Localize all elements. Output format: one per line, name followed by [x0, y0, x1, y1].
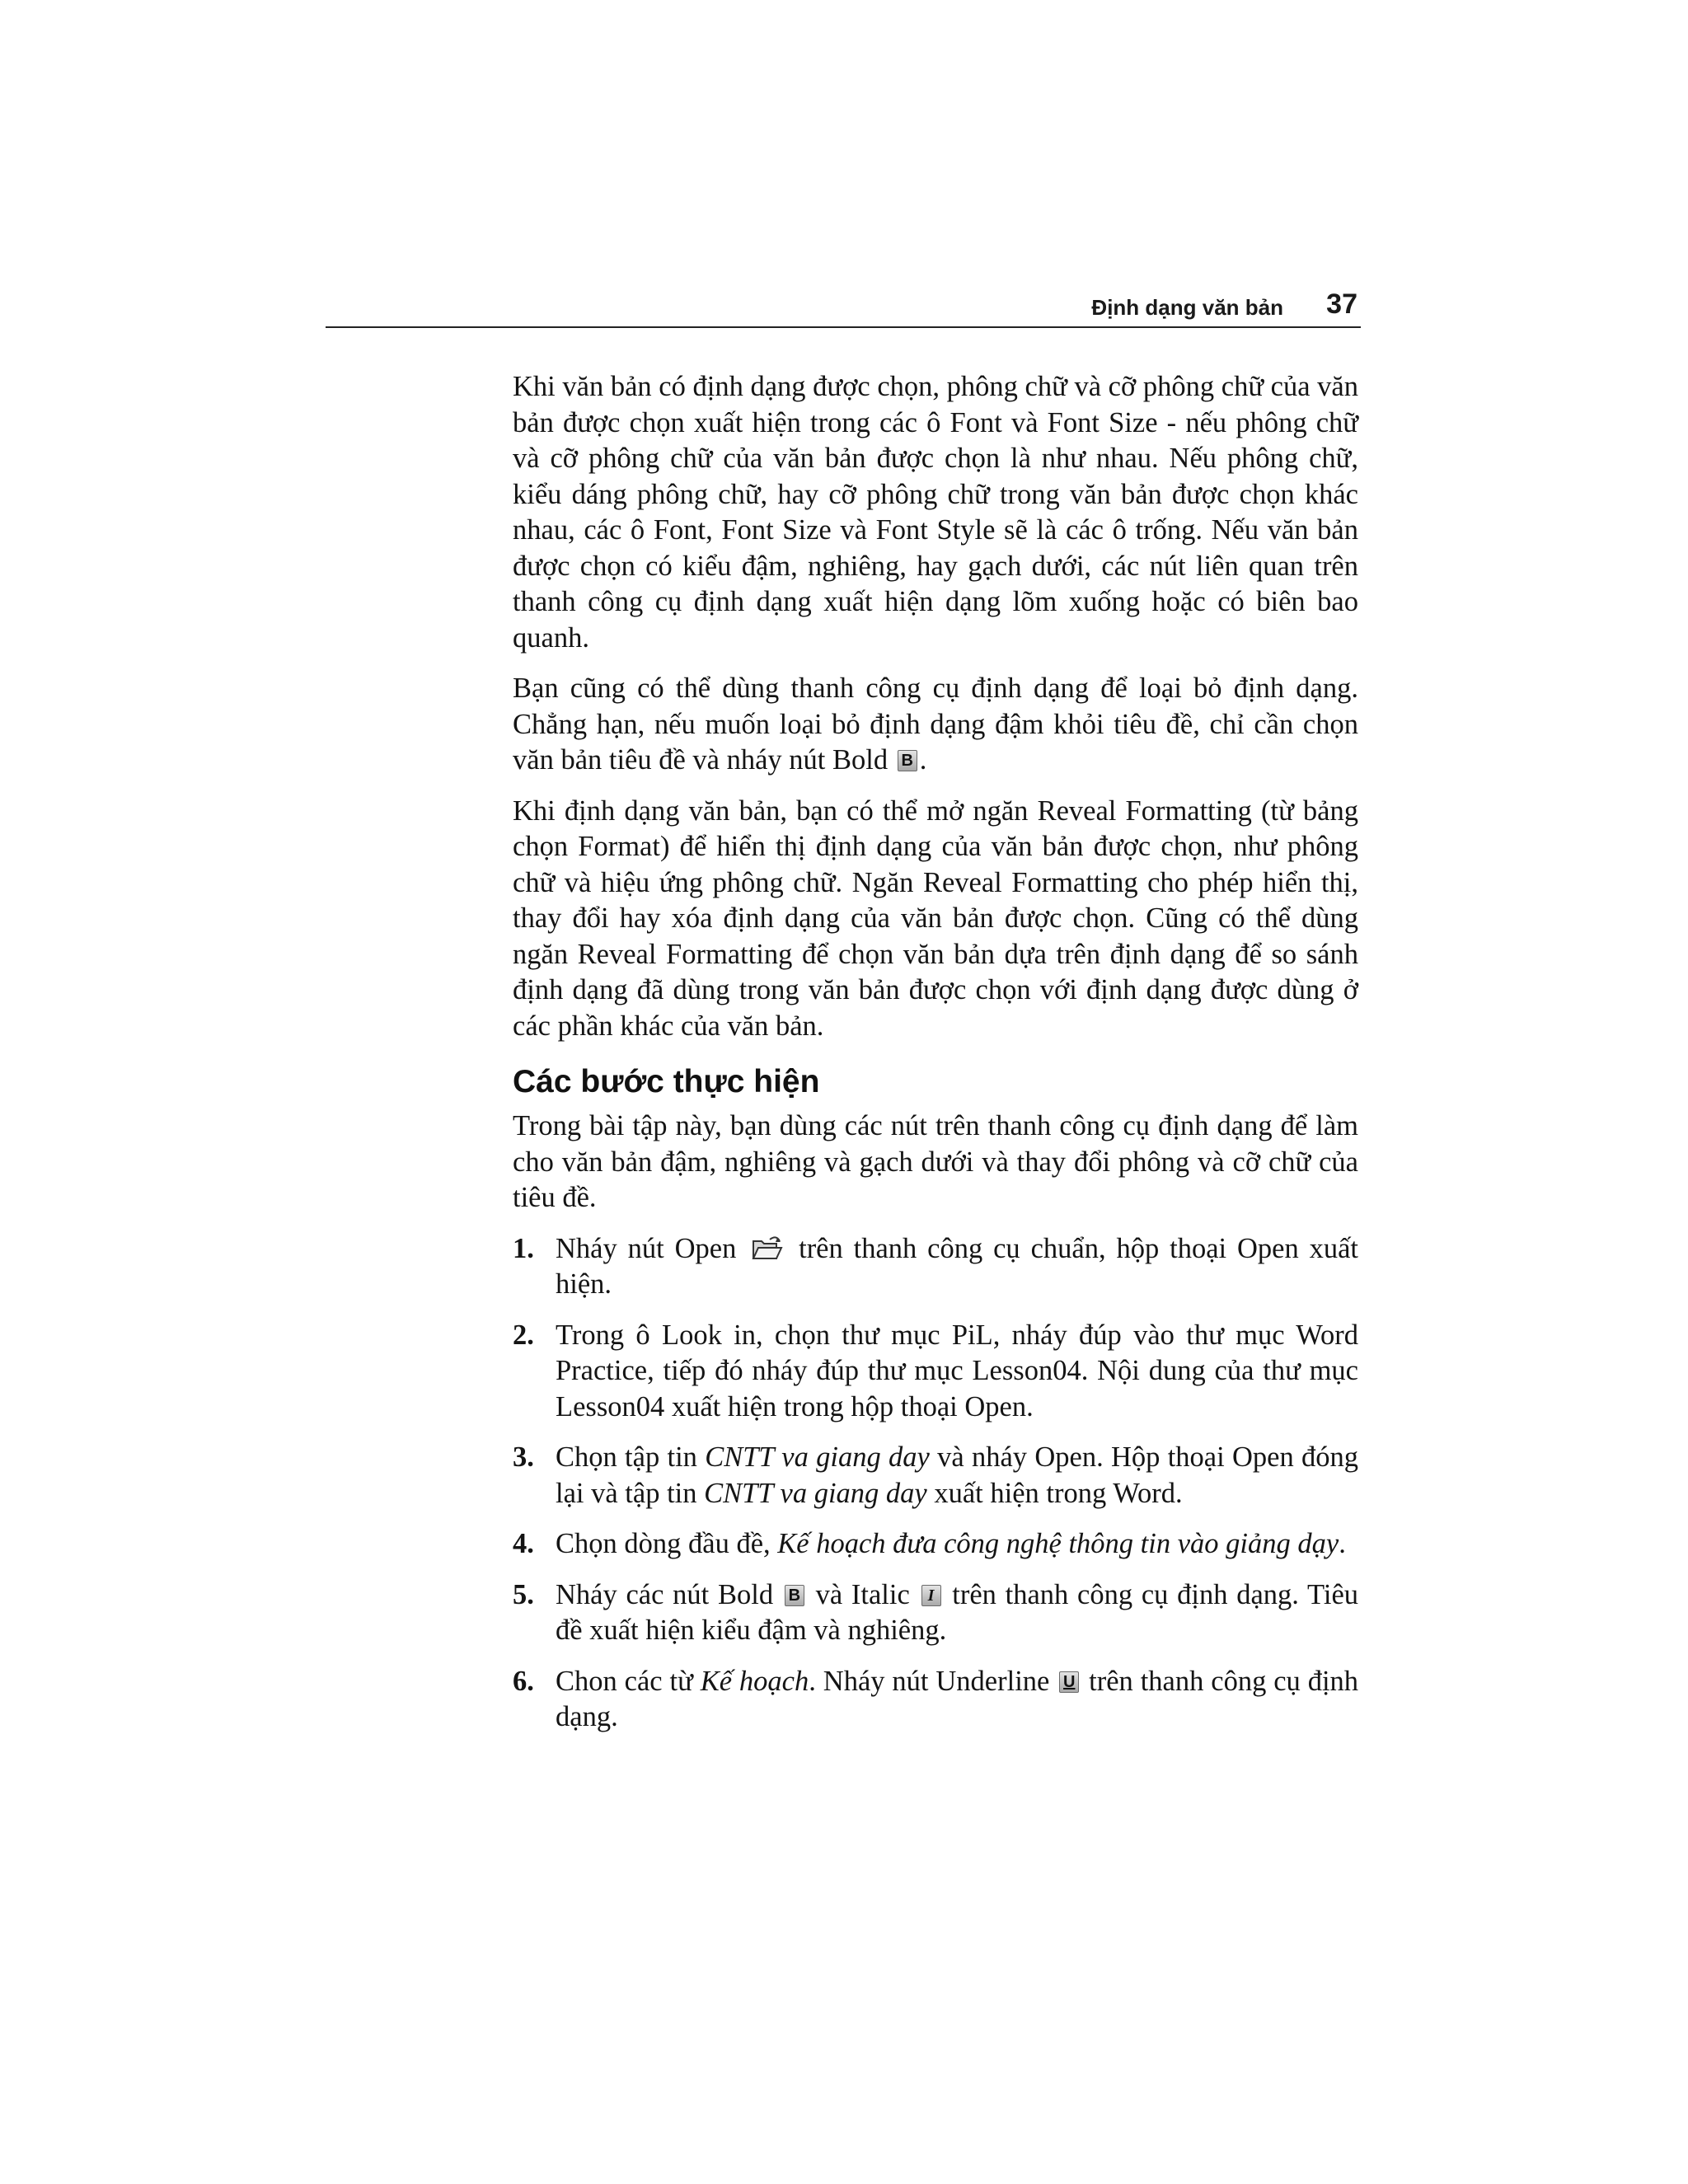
bold-button-icon: B [785, 1585, 804, 1606]
step-5: 5. Nháy các nút Bold B và Italic I trên thanh công cụ định dạng. Tiêu đề xuất hiện kiểu đậm và nghiêng. [513, 1578, 1359, 1646]
file-name: CNTT va giang day [704, 1477, 927, 1509]
step-number: 5. [513, 1578, 534, 1610]
step-number: 3. [513, 1441, 534, 1473]
running-header [326, 290, 1361, 328]
steps-list [513, 1231, 1358, 1736]
paragraph-2: Bạn cũng có thể dùng thanh công cụ định dạng để loại bỏ định dạng. Chẳng hạn, nếu muốn loại bỏ định dạng đậm khỏi tiêu đề, chỉ cần chọn văn bản tiêu đề và nháy nút Bold B . [513, 673, 1358, 776]
header-title: Định dạng văn bản [1091, 295, 1283, 320]
open-folder-icon [752, 1235, 783, 1261]
italic-button-icon: I [921, 1585, 941, 1606]
paragraph-1: Khi văn bản có định dạng được chọn, phông chữ và cỡ phông chữ của văn bản được chọn xuất hiện trong các ô Font và Font Size - nếu phông chữ và cỡ phông chữ của văn bản được chọn là như nhau. Nếu phông chữ, kiểu dáng phông chữ, hay cỡ phông chữ trong văn bản được chọn khác nhau, các ô Font, Font Size và Font Style sẽ là các ô trống. Nếu văn bản được chọn có kiểu đậm, nghiêng, hay gạch dưới, các nút liên quan trên thanh công cụ định dạng xuất hiện dạng lõm xuống hoặc có biên bao quanh. [513, 371, 1358, 654]
section-heading: Các bước thực hiện [513, 1064, 820, 1099]
step-2: 2. Trong ô Look in, chọn thư mục PiL, nháy đúp vào thư mục Word Practice, tiếp đó nháy đúp thư mục Lesson04. Nội dung của thư mục Lesson04 xuất hiện trong hộp thoại Open. [513, 1319, 1358, 1422]
bold-button-icon: B [898, 750, 917, 771]
page-body [513, 369, 1358, 1750]
paragraph-3: Khi định dạng văn bản, bạn có thể mở ngăn Reveal Formatting (từ bảng chọn Format) để hiển thị định dạng của văn bản được chọn, như phông chữ và hiệu ứng phông chữ. Ngăn Reveal Formatting cho phép hiển thị, thay đổi hay xóa định dạng của văn bản được chọn. Cũng có thể dùng ngăn Reveal Formatting để chọn văn bản dựa trên định dạng để so sánh định dạng đã dùng trong văn bản được chọn với định dạng được dùng ở các phần khác của văn bản. [513, 794, 1358, 1042]
underline-button-icon: U [1059, 1671, 1079, 1693]
selected-words: Kế hoạch [700, 1665, 809, 1697]
step-number: 6. [513, 1665, 534, 1697]
document-title: Kế hoạch đưa công nghệ thông tin vào giảng dạy [777, 1528, 1339, 1559]
step-number: 2. [513, 1319, 534, 1351]
intro-paragraph: Trong bài tập này, bạn dùng các nút trên thanh công cụ định dạng để làm cho văn bản đậm, nghiêng và gạch dưới và thay đổi phông và cỡ chữ của tiêu đề. [513, 1110, 1358, 1213]
step-1: 1. Nháy nút Open trên thanh công cụ chuẩn, hộp thoại Open xuất hiện. [513, 1232, 1358, 1300]
step-6: 6. Chon các từ Kế hoạch. Nháy nút Underline U trên thanh công cụ định dạng. [513, 1665, 1359, 1732]
step-number: 1. [513, 1232, 534, 1264]
step-number: 4. [513, 1528, 534, 1559]
file-name: CNTT va giang day [705, 1441, 930, 1473]
page-number: 37 [1326, 288, 1357, 320]
step-4: 4. Chọn dòng đầu đề, Kế hoạch đưa công nghệ thông tin vào giảng dạy. [513, 1526, 1358, 1563]
step-3: 3. Chọn tập tin CNTT va giang day và nháy Open. Hộp thoại Open đóng lại và tập tin CNTT va giang day xuất hiện trong Word. [513, 1441, 1359, 1509]
